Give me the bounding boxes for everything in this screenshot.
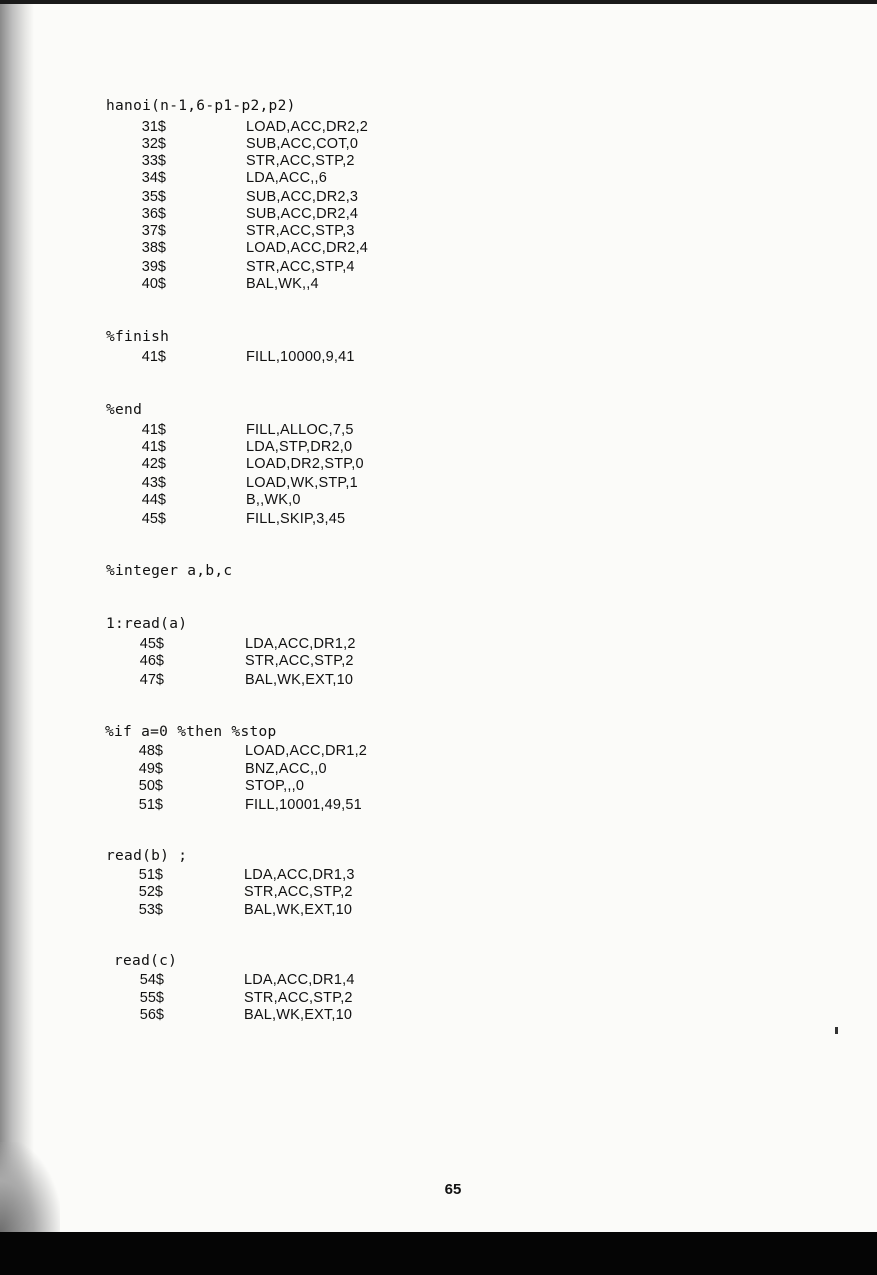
- section-heading: read(c): [114, 953, 178, 969]
- line-label: 33$: [141, 153, 166, 169]
- instruction: STR,ACC,STP,2: [246, 153, 355, 169]
- code-row: [0, 866, 877, 884]
- instruction: STR,ACC,STP,3: [246, 223, 355, 239]
- instruction: STR,ACC,STP,2: [244, 884, 353, 900]
- code-row: [0, 760, 877, 778]
- section-heading: %end: [106, 402, 143, 418]
- instruction: FILL,10000,9,41: [246, 349, 355, 365]
- line-label: 45$: [139, 636, 164, 652]
- line-label: 50$: [138, 778, 163, 794]
- scan-border-bottom: [0, 1232, 877, 1275]
- line-label: 53$: [138, 902, 163, 918]
- line-label: 55$: [139, 990, 164, 1006]
- instruction: LDA,ACC,DR1,2: [245, 636, 356, 652]
- line-label: 38$: [141, 240, 166, 256]
- code-row: [0, 971, 877, 989]
- instruction: STOP,,,0: [245, 778, 305, 794]
- code-row: [0, 474, 877, 492]
- line-label: 39$: [141, 259, 166, 275]
- instruction: BAL,WK,EXT,10: [245, 672, 354, 688]
- line-label: 41$: [141, 349, 166, 365]
- code-row: [0, 152, 877, 170]
- line-label: 37$: [141, 223, 166, 239]
- line-label: 34$: [141, 170, 166, 186]
- line-label: 32$: [141, 136, 166, 152]
- line-label: 48$: [138, 743, 163, 759]
- line-label: 46$: [139, 653, 164, 669]
- code-row: [0, 275, 877, 293]
- section-heading: %finish: [106, 329, 170, 345]
- code-row: [0, 491, 877, 509]
- code-row: [0, 239, 877, 257]
- line-label: 49$: [138, 761, 163, 777]
- code-row: [0, 258, 877, 276]
- line-label: 54$: [139, 972, 164, 988]
- code-row: [0, 169, 877, 187]
- instruction: LDA,ACC,DR1,3: [244, 867, 355, 883]
- line-label: 31$: [141, 119, 166, 135]
- code-row: [0, 421, 877, 439]
- code-row: [0, 901, 877, 919]
- instruction: FILL,SKIP,3,45: [246, 511, 346, 527]
- line-label: 44$: [141, 492, 166, 508]
- code-row: [0, 777, 877, 795]
- code-row: [0, 796, 877, 814]
- section-heading: 1:read(a): [106, 616, 188, 632]
- code-row: [0, 222, 877, 240]
- code-row: [0, 671, 877, 689]
- scan-speck: [835, 1027, 838, 1034]
- code-row: [0, 742, 877, 760]
- instruction: BAL,WK,,4: [246, 276, 319, 292]
- code-row: [0, 188, 877, 206]
- code-row: [0, 989, 877, 1007]
- code-row: [0, 635, 877, 653]
- page-number: 65: [444, 1181, 462, 1198]
- instruction: BNZ,ACC,,0: [245, 761, 327, 777]
- instruction: STR,ACC,STP,4: [246, 259, 355, 275]
- instruction: LDA,STP,DR2,0: [246, 439, 353, 455]
- line-label: 51$: [138, 867, 163, 883]
- instruction: LOAD,ACC,DR2,4: [246, 240, 369, 256]
- scan-shadow-corner: [0, 1142, 60, 1232]
- instruction: STR,ACC,STP,2: [245, 653, 354, 669]
- code-row: [0, 438, 877, 456]
- instruction: FILL,10001,49,51: [245, 797, 362, 813]
- code-row: [0, 135, 877, 153]
- scan-border-top: [0, 0, 877, 4]
- line-label: 56$: [139, 1007, 164, 1023]
- code-row: [0, 455, 877, 473]
- instruction: LOAD,ACC,DR1,2: [245, 743, 368, 759]
- instruction: SUB,ACC,DR2,3: [246, 189, 359, 205]
- line-label: 45$: [141, 511, 166, 527]
- code-row: [0, 652, 877, 670]
- section-heading: hanoi(n-1,6-p1-p2,p2): [106, 98, 296, 114]
- line-label: 47$: [139, 672, 164, 688]
- code-row: [0, 348, 877, 366]
- section-heading: read(b) ;: [106, 848, 188, 864]
- code-row: [0, 883, 877, 901]
- instruction: SUB,ACC,DR2,4: [246, 206, 359, 222]
- code-row: [0, 510, 877, 528]
- instruction: LOAD,DR2,STP,0: [246, 456, 364, 472]
- code-row: [0, 205, 877, 223]
- instruction: LDA,ACC,DR1,4: [244, 972, 355, 988]
- instruction: LOAD,WK,STP,1: [246, 475, 358, 491]
- line-label: 52$: [138, 884, 163, 900]
- instruction: STR,ACC,STP,2: [244, 990, 353, 1006]
- instruction: BAL,WK,EXT,10: [244, 1007, 353, 1023]
- instruction: FILL,ALLOC,7,5: [246, 422, 354, 438]
- line-label: 40$: [141, 276, 166, 292]
- section-heading: %integer a,b,c: [106, 563, 233, 579]
- instruction: LDA,ACC,,6: [246, 170, 327, 186]
- line-label: 36$: [141, 206, 166, 222]
- instruction: B,,WK,0: [246, 492, 301, 508]
- section-heading: %if a=0 %then %stop: [105, 724, 277, 740]
- instruction: LOAD,ACC,DR2,2: [246, 119, 369, 135]
- line-label: 42$: [141, 456, 166, 472]
- line-label: 43$: [141, 475, 166, 491]
- instruction: SUB,ACC,COT,0: [246, 136, 359, 152]
- code-row: [0, 1006, 877, 1024]
- code-row: [0, 118, 877, 136]
- line-label: 41$: [141, 439, 166, 455]
- line-label: 41$: [141, 422, 166, 438]
- line-label: 35$: [141, 189, 166, 205]
- instruction: BAL,WK,EXT,10: [244, 902, 353, 918]
- line-label: 51$: [138, 797, 163, 813]
